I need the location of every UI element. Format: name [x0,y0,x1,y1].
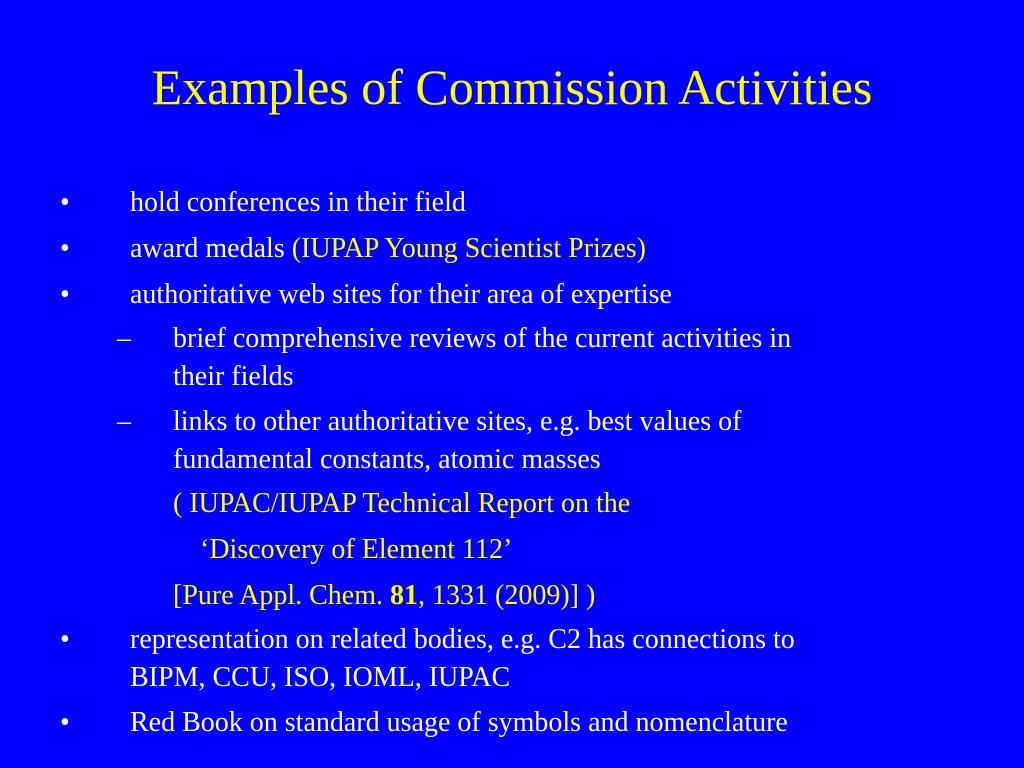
reference-line1: ( IUPAC/IUPAP Technical Report on the [173,488,631,519]
slide-title: Examples of Commission Activities [151,59,873,115]
bullet-marker: • [60,707,70,738]
subitem-links-line2: fundamental constants, atomic masses [173,444,601,475]
reference-journal: [Pure Appl. Chem. [173,580,390,611]
reference-line3 [173,577,595,615]
dash-marker: – [117,406,131,437]
medals-highlight: (IUPAP Young Scientist Prizes) [291,233,646,264]
bullet-text-representation-line1: representation on related bodies, e.g. C2 has connections to [130,624,795,655]
bullet-text-conferences: hold conferences in their field [130,187,466,218]
bullet-marker: • [60,279,70,310]
bullet-marker: • [60,187,70,218]
reference-pages: , 1331 (2009)] ) [418,580,596,611]
bullet-marker: • [60,624,70,655]
bullet-text-representation-line2: BIPM, CCU, ISO, IOML, IUPAC [130,662,511,693]
reference-volume: 81 [390,580,418,611]
bullet-marker: • [60,233,70,264]
dash-marker: – [117,323,131,354]
bullet-text-web-sites: authoritative web sites for their area of expertise [130,279,672,310]
reference-line2: ‘Discovery of Element 112’ [200,534,513,565]
bullet-text-red-book: Red Book on standard usage of symbols and nomenclature [130,707,788,738]
bullet-text-medals [130,230,646,268]
subitem-reviews-line1: brief comprehensive reviews of the current activities in [173,323,792,354]
medals-text: award medals [130,233,292,264]
subitem-links-line1: links to other authoritative sites, e.g. best values of [173,406,742,437]
subitem-reviews-line2: their fields [173,361,294,392]
